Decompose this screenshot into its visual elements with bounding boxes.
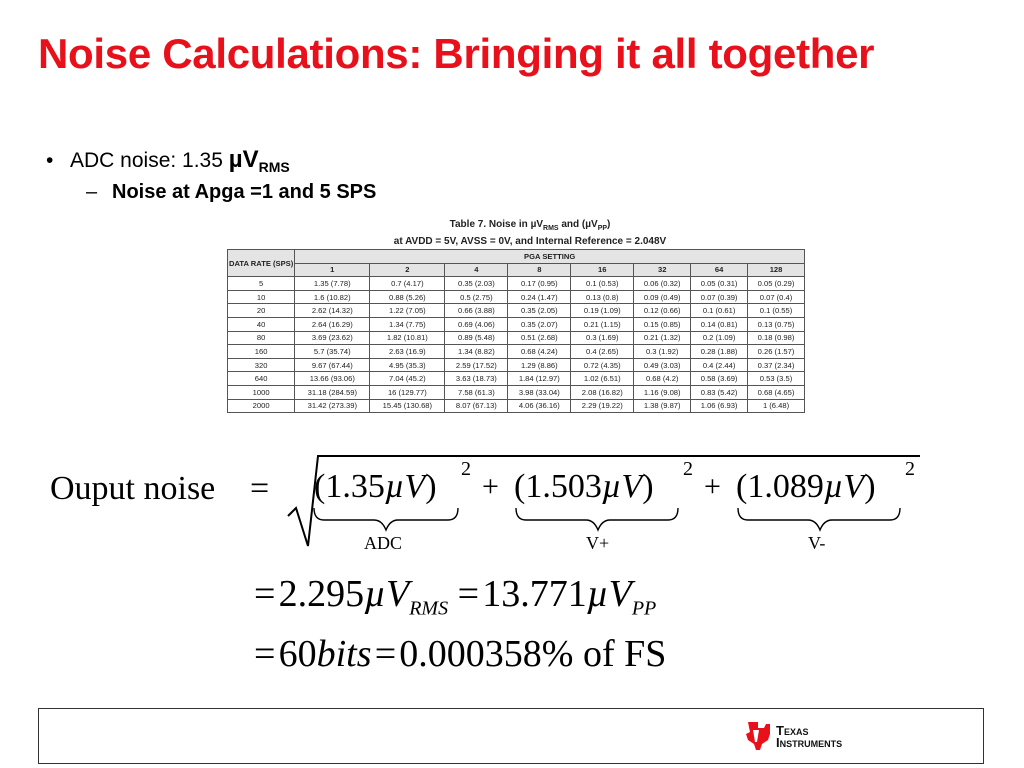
noise-cell: 1 (6.48) (748, 399, 805, 413)
rms-unit: µV (364, 573, 410, 615)
noise-cell: 0.7 (4.17) (370, 277, 445, 291)
noise-cell: 1.84 (12.97) (508, 372, 571, 386)
rate-cell: 5 (228, 277, 295, 291)
noise-cell: 0.37 (2.34) (748, 358, 805, 372)
noise-cell: 7.58 (61.3) (445, 385, 508, 399)
caption-sub: PP (597, 225, 608, 232)
bullet-adc-sub: RMS (258, 159, 290, 175)
table-row (228, 385, 805, 399)
label-vplus: V+ (586, 533, 610, 553)
exp1: 2 (461, 458, 471, 480)
noise-cell: 0.17 (0.95) (508, 277, 571, 291)
rate-cell: 80 (228, 331, 295, 345)
noise-cell: 31.42 (273.39) (295, 399, 370, 413)
table-row (228, 304, 805, 318)
noise-cell: 0.35 (2.07) (508, 317, 571, 331)
pga-col-header: 4 (445, 263, 508, 277)
noise-cell: 0.15 (0.85) (634, 317, 691, 331)
noise-cell: 1.34 (8.82) (445, 345, 508, 359)
noise-table-body (228, 277, 805, 413)
term1-unit: µV (384, 468, 426, 505)
pga-col-header: 128 (748, 263, 805, 277)
noise-cell: 0.49 (3.03) (634, 358, 691, 372)
table-row (228, 290, 805, 304)
caption-part: ) (607, 219, 611, 230)
term1-value: 1.35 (325, 468, 385, 505)
noise-cell: 1.06 (6.93) (691, 399, 748, 413)
noise-cell: 0.3 (1.92) (634, 345, 691, 359)
term3-value: 1.089 (747, 468, 824, 505)
pp-sub: PP (631, 597, 657, 620)
pga-col-header: 32 (634, 263, 691, 277)
noise-cell: 0.1 (0.61) (691, 304, 748, 318)
plus2: + (704, 470, 721, 503)
rate-cell: 40 (228, 317, 295, 331)
noise-cell: 0.28 (1.88) (691, 345, 748, 359)
noise-cell: 1.6 (10.82) (295, 290, 370, 304)
noise-cell: 3.69 (23.62) (295, 331, 370, 345)
noise-cell: 0.53 (3.5) (748, 372, 805, 386)
noise-cell: 13.66 (93.06) (295, 372, 370, 386)
noise-cell: 16 (129.77) (370, 385, 445, 399)
noise-cell: 0.19 (1.09) (571, 304, 634, 318)
table-row (228, 277, 805, 291)
term-vplus: (1.503µV) (514, 468, 654, 505)
term-vminus: (1.089µV) (736, 468, 876, 505)
exp3: 2 (905, 458, 915, 480)
dash-icon: – (86, 181, 98, 203)
table-caption (340, 218, 720, 248)
of-fs: of FS (582, 633, 667, 675)
noise-cell: 2.62 (14.32) (295, 304, 370, 318)
brand-line1: Texas (776, 723, 809, 738)
sub-bullet-text: Noise at Apga =1 and 5 SPS (112, 181, 377, 203)
sub-bullet-apga (86, 181, 376, 204)
noise-cell: 0.69 (4.06) (445, 317, 508, 331)
table-row (228, 317, 805, 331)
exp2: 2 (683, 458, 693, 480)
rate-cell: 20 (228, 304, 295, 318)
noise-cell: 0.35 (2.03) (445, 277, 508, 291)
noise-cell: 0.68 (4.2) (634, 372, 691, 386)
noise-cell: 0.14 (0.81) (691, 317, 748, 331)
output-noise-lhs: Ouput noise (50, 470, 216, 507)
noise-cell: 0.4 (2.65) (571, 345, 634, 359)
bits-value: 60 (278, 633, 317, 675)
noise-cell: 8.07 (67.13) (445, 399, 508, 413)
noise-cell: 0.1 (0.53) (571, 277, 634, 291)
noise-cell: 1.35 (7.78) (295, 277, 370, 291)
caption-line2: at AVDD = 5V, AVSS = 0V, and Internal Reference = 2.048V (393, 236, 667, 247)
noise-cell: 0.13 (0.75) (748, 317, 805, 331)
table-row (228, 358, 805, 372)
noise-cell: 0.13 (0.8) (571, 290, 634, 304)
caption-part: and (µV (558, 219, 598, 230)
equals-sign: = (250, 470, 270, 507)
bits-line: = 60bits = 0.000358% of FS (254, 633, 667, 675)
pga-header: PGA SETTING (295, 250, 805, 264)
noise-cell: 2.59 (17.52) (445, 358, 508, 372)
texas-instruments-logo-icon (744, 720, 774, 752)
rate-cell: 320 (228, 358, 295, 372)
noise-cell: 0.05 (0.29) (748, 277, 805, 291)
noise-cell: 1.82 (10.81) (370, 331, 445, 345)
noise-table (227, 249, 805, 413)
pga-col-header: 64 (691, 263, 748, 277)
pga-col-header: 16 (571, 263, 634, 277)
noise-cell: 1.34 (7.75) (370, 317, 445, 331)
noise-cell: 0.21 (1.32) (634, 331, 691, 345)
noise-cell: 0.51 (2.68) (508, 331, 571, 345)
label-vminus: V- (808, 533, 826, 553)
noise-cell: 9.67 (67.44) (295, 358, 370, 372)
noise-cell: 1.22 (7.05) (370, 304, 445, 318)
noise-cell: 0.06 (0.32) (634, 277, 691, 291)
noise-cell: 0.24 (1.47) (508, 290, 571, 304)
noise-cell: 0.05 (0.31) (691, 277, 748, 291)
noise-cell: 0.2 (1.09) (691, 331, 748, 345)
noise-cell: 0.3 (1.69) (571, 331, 634, 345)
pp-unit: µV (586, 573, 632, 615)
noise-cell: 2.64 (16.29) (295, 317, 370, 331)
noise-cell: 5.7 (35.74) (295, 345, 370, 359)
term3-unit: µV (823, 468, 865, 505)
percent-value: 0.000358% (399, 633, 574, 675)
noise-cell: 0.58 (3.69) (691, 372, 748, 386)
slide-title: Noise Calculations: Bringing it all together (38, 30, 875, 77)
table-row (228, 345, 805, 359)
noise-cell: 0.83 (5.42) (691, 385, 748, 399)
noise-cell: 0.5 (2.75) (445, 290, 508, 304)
caption-part: Table 7. Noise in µV (449, 219, 544, 230)
noise-cell: 0.07 (0.4) (748, 290, 805, 304)
noise-cell: 1.29 (8.86) (508, 358, 571, 372)
brand-line2: Instruments (776, 735, 843, 750)
term2-unit: µV (601, 468, 643, 505)
rms-sub: RMS (409, 597, 449, 620)
noise-cell: 3.63 (18.73) (445, 372, 508, 386)
bullet-adc-unit: µV (228, 146, 259, 173)
noise-cell: 0.18 (0.98) (748, 331, 805, 345)
noise-cell: 0.68 (4.65) (748, 385, 805, 399)
noise-cell: 0.89 (5.48) (445, 331, 508, 345)
noise-cell: 1.16 (9.08) (634, 385, 691, 399)
noise-cell: 0.12 (0.66) (634, 304, 691, 318)
noise-cell: 15.45 (130.68) (370, 399, 445, 413)
noise-cell: 0.21 (1.15) (571, 317, 634, 331)
pga-col-header: 8 (508, 263, 571, 277)
noise-cell: 1.38 (9.87) (634, 399, 691, 413)
noise-cell: 4.95 (35.3) (370, 358, 445, 372)
rate-cell: 1000 (228, 385, 295, 399)
table-row (228, 372, 805, 386)
bullet-adc-noise (46, 146, 290, 175)
rms-value: 2.295 (278, 573, 365, 615)
noise-cell: 1.02 (6.51) (571, 372, 634, 386)
rate-cell: 160 (228, 345, 295, 359)
plus1: + (482, 470, 499, 503)
noise-cell: 0.88 (5.26) (370, 290, 445, 304)
noise-cell: 0.09 (0.49) (634, 290, 691, 304)
noise-cell: 3.98 (33.04) (508, 385, 571, 399)
noise-cell: 0.72 (4.35) (571, 358, 634, 372)
pga-col-header: 1 (295, 263, 370, 277)
caption-sub: RMS (543, 225, 559, 232)
table-row (228, 399, 805, 413)
term-adc: (1.35µV) (314, 468, 437, 505)
noise-cell: 2.08 (16.82) (571, 385, 634, 399)
noise-cell: 0.35 (2.05) (508, 304, 571, 318)
rate-cell: 640 (228, 372, 295, 386)
rms-line: = 2.295µV$_{RMS}$ = 13.771µV$_{PP}$ (254, 573, 657, 620)
noise-cell: 0.68 (4.24) (508, 345, 571, 359)
noise-cell: 0.66 (3.88) (445, 304, 508, 318)
rate-header: DATA RATE (SPS) (228, 250, 295, 277)
noise-cell: 2.63 (16.9) (370, 345, 445, 359)
noise-cell: 2.29 (19.22) (571, 399, 634, 413)
bits-word: bits (316, 633, 372, 675)
label-adc: ADC (364, 533, 403, 553)
pga-columns (228, 263, 805, 277)
brand-name (776, 725, 842, 749)
rate-cell: 2000 (228, 399, 295, 413)
table-row (228, 331, 805, 345)
pp-value: 13.771 (482, 573, 587, 615)
term2-value: 1.503 (525, 468, 602, 505)
noise-cell: 31.18 (284.59) (295, 385, 370, 399)
noise-cell: 0.07 (0.39) (691, 290, 748, 304)
noise-cell: 0.4 (2.44) (691, 358, 748, 372)
noise-cell: 4.06 (36.16) (508, 399, 571, 413)
bullet-adc-text: ADC noise: 1.35 (70, 149, 229, 172)
pga-col-header: 2 (370, 263, 445, 277)
rate-cell: 10 (228, 290, 295, 304)
noise-cell: 7.04 (45.2) (370, 372, 445, 386)
noise-cell: 0.26 (1.57) (748, 345, 805, 359)
noise-cell: 0.1 (0.55) (748, 304, 805, 318)
bullet-dot-icon: • (46, 149, 54, 172)
